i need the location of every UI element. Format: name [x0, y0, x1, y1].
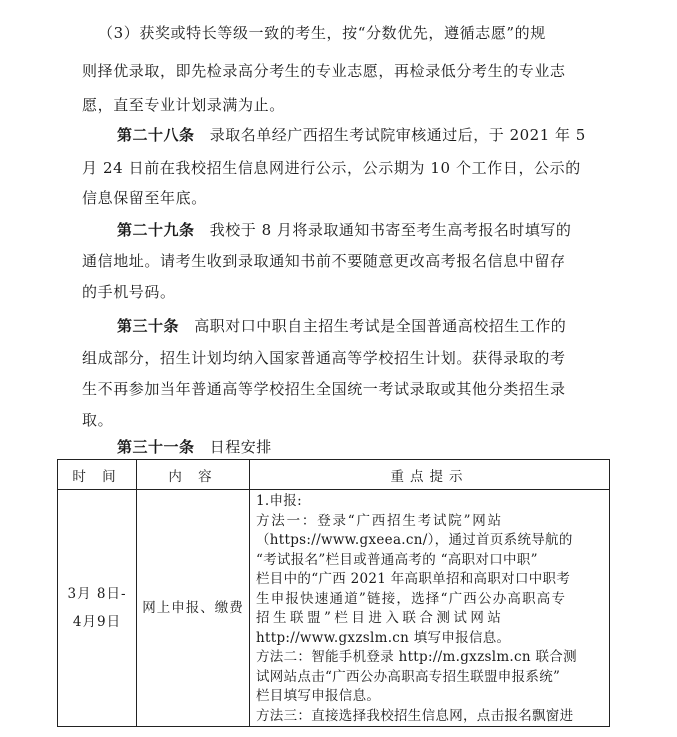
article-30-line-2: 组成部分，招生计划均纳入国家普通高等学校招生计划。获得录取的考: [82, 349, 566, 367]
detail-line: http://www.gxzslm.cn 填写申报信息。: [256, 629, 511, 646]
detail-line: “考试报名”栏目或普通高考的 “高职对口中职”: [256, 551, 538, 568]
para-1-line-1: （3）获奖或特长等级一致的考生，按“分数优先，遵循志愿”的规: [98, 24, 546, 42]
article-30-heading: 第三十条: [117, 317, 180, 335]
detail-line: 方法一：登录“广西招生考试院”网站: [256, 512, 503, 529]
article-30: [117, 315, 566, 336]
detail-line: 栏目填写申报信息。: [256, 688, 381, 704]
schedule-time-end: 4月9日: [72, 614, 122, 630]
schedule-detail-cell: [250, 490, 610, 727]
header-tips: 重点提示: [250, 460, 610, 490]
schedule-table: [57, 459, 610, 727]
schedule-time-start: 3月 8日-: [67, 586, 127, 602]
article-30-line-4: 取。: [82, 411, 114, 429]
para-1-line-3: 愿，直至专业计划录满为止。: [82, 96, 285, 114]
article-29: [117, 219, 571, 240]
article-29-line-3: 的手机号码。: [82, 283, 176, 301]
article-28: [117, 124, 586, 145]
detail-line: 试网站点击“广西公办高职高专招生联盟申报系统”: [256, 668, 561, 685]
schedule-content-cell: 网上申报、缴费: [137, 490, 250, 727]
header-content: 内 容: [137, 460, 250, 490]
article-29-line-1: 我校于 8 月将录取通知书寄至考生高考报名时填写的: [209, 221, 572, 239]
detail-line: 方法三：直接选择我校招生信息网，点击报名飘窗进: [256, 707, 574, 724]
detail-line: （https://www.gxeea.cn/），通过首页系统导航的: [256, 532, 573, 548]
article-28-line-3: 信息保留至年底。: [82, 189, 207, 207]
article-30-line-1: 高职对口中职自主招生考试是全国普通高校招生工作的: [194, 317, 567, 335]
article-28-line-1: 录取名单经广西招生考试院审核通过后，于 2021 年 5: [209, 126, 586, 144]
article-31-title: 日程安排: [209, 438, 272, 456]
schedule-row: [58, 490, 610, 727]
detail-line: 方法二：智能手机登录 http://m.gxzslm.cn 联合测: [256, 649, 577, 665]
header-time: 时 间: [58, 460, 137, 490]
article-28-heading: 第二十八条: [117, 126, 195, 144]
schedule-header-row: [58, 460, 610, 490]
article-29-line-2: 通信地址。请考生收到录取通知书前不要随意更改高考报名信息中留存: [82, 252, 566, 270]
article-31-heading: 第三十一条: [117, 438, 195, 456]
detail-line: 生申报快速通道”链接，选择“广西公办高职高专: [256, 590, 567, 607]
detail-line: 栏目中的“广西 2021 年高职单招和高职对口中职考: [256, 571, 571, 587]
detail-line: 1.申报:: [256, 493, 302, 509]
detail-line: 招生联盟”栏目进入联合测试网站: [256, 610, 505, 626]
para-1-line-2: 则择优录取，即先检录高分考生的专业志愿，再检录低分考生的专业志: [82, 62, 566, 80]
article-28-line-2: 月 24 日前在我校招生信息网进行公示，公示期为 10 个工作日，公示的: [82, 159, 581, 177]
schedule-time-cell: [58, 490, 137, 727]
article-29-heading: 第二十九条: [117, 221, 195, 239]
article-30-line-3: 生不再参加当年普通高等学校招生全国统一考试录取或其他分类招生录: [82, 380, 566, 398]
article-31: [117, 436, 272, 457]
